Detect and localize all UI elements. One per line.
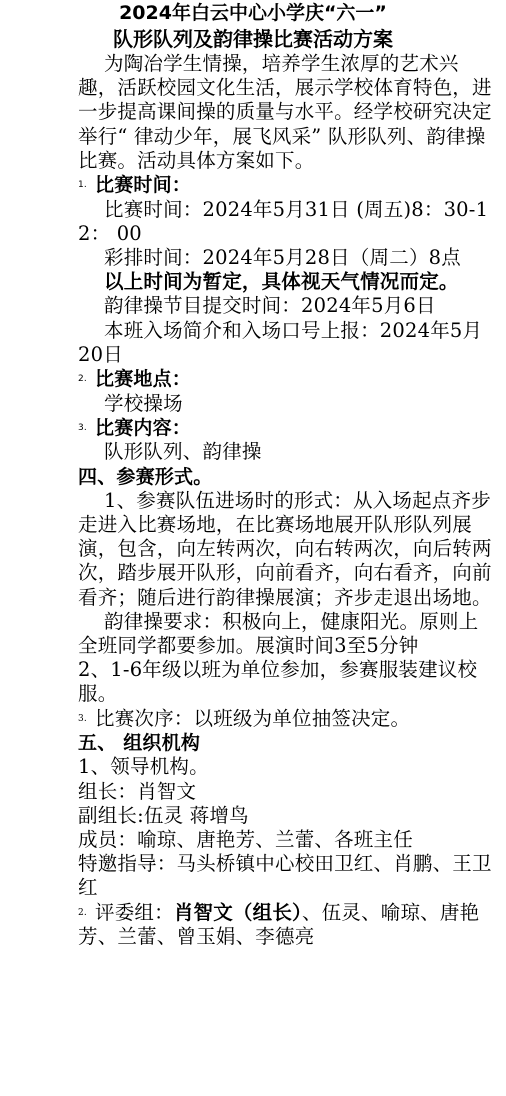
leader: 组长：肖智文 xyxy=(78,779,197,803)
intro-report-time: 本班入场简介和入场口号上报：2024年5月20日 xyxy=(78,318,483,366)
format-item-3 xyxy=(78,707,494,732)
section-5-heading: 五、 组织机构 xyxy=(78,732,201,755)
item-3-number: 3. xyxy=(78,714,87,725)
time-note: 以上时间为暂定，具体视天气情况而定。 xyxy=(104,270,459,294)
rehearsal-time: 彩排时间：2024年5月28日（周二）8点 xyxy=(104,246,461,270)
venue: 学校操场 xyxy=(104,391,183,415)
section-4-heading: 四、参赛形式。 xyxy=(78,465,213,488)
document-body xyxy=(0,52,506,949)
section-3-heading-text: 比赛内容： xyxy=(95,416,192,439)
format-item-2: 2、1-6年级以班为单位参加，参赛服装建议校服。 xyxy=(78,658,478,706)
section-1-heading xyxy=(78,173,494,198)
section-3-heading xyxy=(78,416,494,441)
match-time: 比赛时间：2024年5月31日 (周五)8：30-12： 00 xyxy=(78,197,489,245)
leadership: 1、领导机构。 xyxy=(78,755,209,779)
judges-leader: 肖智文（组长） xyxy=(173,900,302,924)
deputy-leader: 副组长:伍灵 蒋增鸟 xyxy=(78,803,249,827)
section-2-heading-text: 比赛地点： xyxy=(95,368,192,391)
content: 队形队列、韵律操 xyxy=(104,440,262,464)
format-item-1: 1、参赛队伍进场时的形式：从入场起点齐步走进入比赛场地，在比赛场地展开队形队列展演，包含，向左转两次，向右转两次，向后转两次，踏步展开队形，向前看齐，向右看齐，向前看齐；随后进行韵律操展演；齐步走退出场地。 xyxy=(78,488,492,609)
intro-paragraph: 为陶冶学生情操，培养学生浓厚的艺术兴趣，活跃校园文化生活，展示学校体育特色，进一步提高课间操的质量与水平。经学校研究决定举行“ 律动少年，展飞风采” 队形队列、韵律操比赛。活动具体方案如下。 xyxy=(78,52,492,172)
judges-number: 2. xyxy=(78,908,87,919)
judges-rest: 、伍灵、喻琼、唐艳芳、兰蕾、曾玉娟、李德亮 xyxy=(78,900,480,949)
section-2-number: 2. xyxy=(78,374,87,385)
submit-time: 韵律操节目提交时间：2024年5月6日 xyxy=(104,294,436,318)
section-3-number: 3. xyxy=(78,423,87,434)
section-1-heading-text: 比赛时间： xyxy=(95,174,192,197)
members: 成员：喻琼、唐艳芳、兰蕾、各班主任 xyxy=(78,828,413,852)
title-line-2: 队形队列及韵律操比赛活动方案 xyxy=(113,27,393,51)
special-guide: 特邀指导：马头桥镇中心校田卫红、肖鹏、王卫红 xyxy=(78,852,492,900)
section-1-number: 1. xyxy=(78,180,87,191)
judges-prefix: 评委组： xyxy=(95,900,174,924)
item-3-text: 比赛次序：以班级为单位抽签决定。 xyxy=(95,706,411,730)
title-line-1: 2024年白云中心小学庆“六一” xyxy=(119,2,387,24)
exercise-requirement: 韵律操要求：积极向上，健康阳光。原则上全班同学都要参加。展演时间3至5分钟 xyxy=(78,609,479,658)
section-2-heading xyxy=(78,367,494,392)
judges xyxy=(78,901,494,950)
